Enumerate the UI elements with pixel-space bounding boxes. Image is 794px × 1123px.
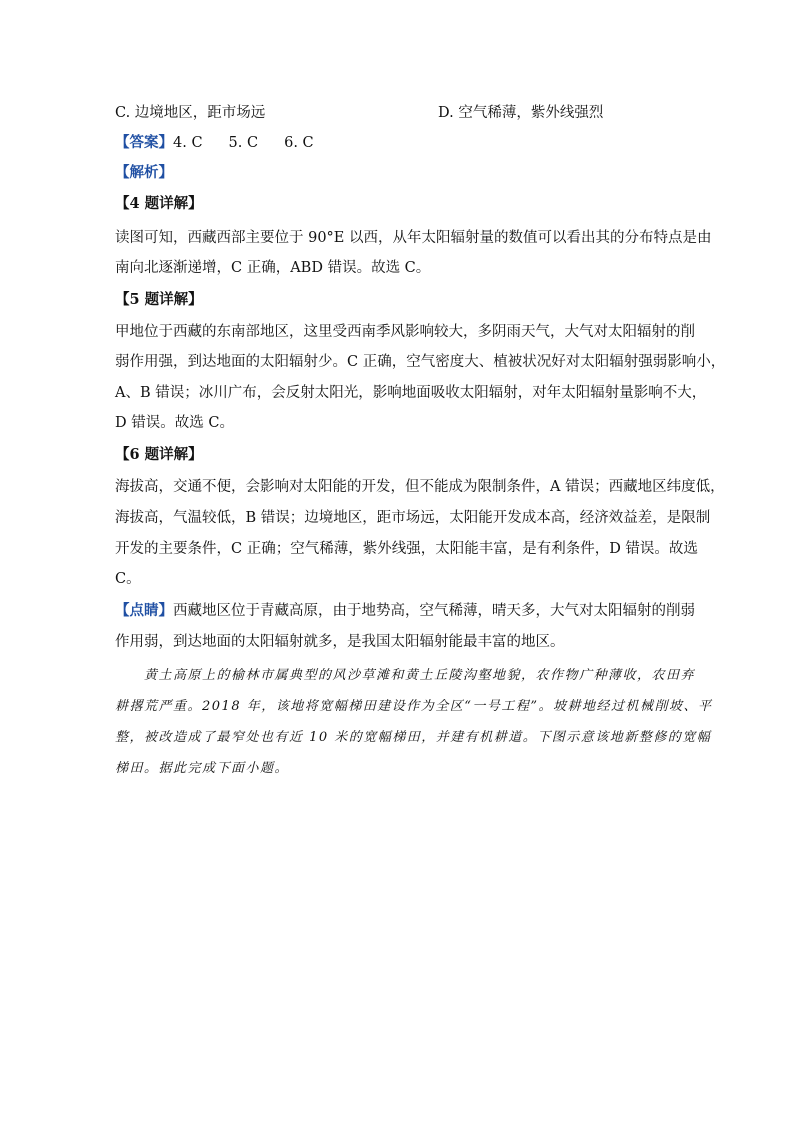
answer-line: [115, 133, 314, 153]
q5-title: 【5 题详解】: [115, 291, 203, 308]
q5-line-3: A、B 错误；冰川广布，会反射太阳光，影响地面吸收太阳辐射，对年太阳辐射量影响不大，: [115, 385, 707, 401]
q6-line-2: 海拔高，气温较低，B 错误；边境地区，距市场远，太阳能开发成本高，经济效益差，是限制: [115, 510, 711, 526]
q5-line-4: D 错误。故选 C。: [115, 415, 234, 431]
q5-line-2: 弱作用强，到达地面的太阳辐射少。C 正确，空气密度大、植被状况好对太阳辐射强弱影响小，: [115, 354, 726, 370]
option-d: D. 空气稀薄，紫外线强烈: [438, 105, 604, 121]
q6-line-4: C。: [115, 571, 141, 587]
q5-line-1: 甲地位于西藏的东南部地区，这里受西南季风影响较大，多阴雨天气，大气对太阳辐射的削: [115, 324, 695, 340]
q6-title: 【6 题详解】: [115, 446, 203, 463]
q6-line-3: 开发的主要条件，C 正确；空气稀薄，紫外线强，太阳能丰富，是有利条件，D 错误。故选: [115, 541, 698, 557]
q4-line-2: 南向北逐渐递增，C 正确，ABD 错误。故选 C。: [115, 260, 431, 276]
answer-label: 【答案】: [115, 134, 173, 151]
tip-text-1: 西藏地区位于青藏高原，由于地势高，空气稀薄，晴天多，大气对太阳辐射的削弱: [173, 603, 695, 619]
passage-line-2: 耕撂荒严重。2018 年，该地将宽幅梯田建设作为全区“一号工程”。坡耕地经过机械削坡、平: [115, 699, 713, 714]
answer-5: 5. C: [228, 135, 259, 151]
passage-line-4: 梯田。据此完成下面小题。: [115, 761, 290, 776]
tip-label: 【点睛】: [115, 602, 173, 619]
tip-line-2: 作用弱，到达地面的太阳辐射就多，是我国太阳辐射能最丰富的地区。: [115, 634, 565, 650]
passage-line-1: 黄土高原上的榆林市属典型的风沙草滩和黄土丘陵沟壑地貌，农作物广种薄收，农田弃: [144, 668, 696, 683]
option-c: C. 边境地区，距市场远: [115, 105, 266, 121]
q4-title: 【4 题详解】: [115, 195, 203, 212]
q6-line-1: 海拔高，交通不便，会影响对太阳能的开发，但不能成为限制条件，A 错误；西藏地区纬度低，: [115, 479, 725, 495]
q4-line-1: 读图可知，西藏西部主要位于 90°E 以西，从年太阳辐射量的数值可以看出其的分布特点是由: [115, 230, 712, 246]
passage-line-3: 整，被改造成了最窄处也有近 10 米的宽幅梯田，并建有机耕道。下图示意该地新整修的宽幅: [115, 730, 712, 745]
answer-6: 6. C: [284, 135, 314, 151]
answer-4: 4. C: [173, 135, 203, 151]
analysis-label: 【解析】: [115, 164, 173, 181]
tip-line-1: [115, 601, 695, 621]
